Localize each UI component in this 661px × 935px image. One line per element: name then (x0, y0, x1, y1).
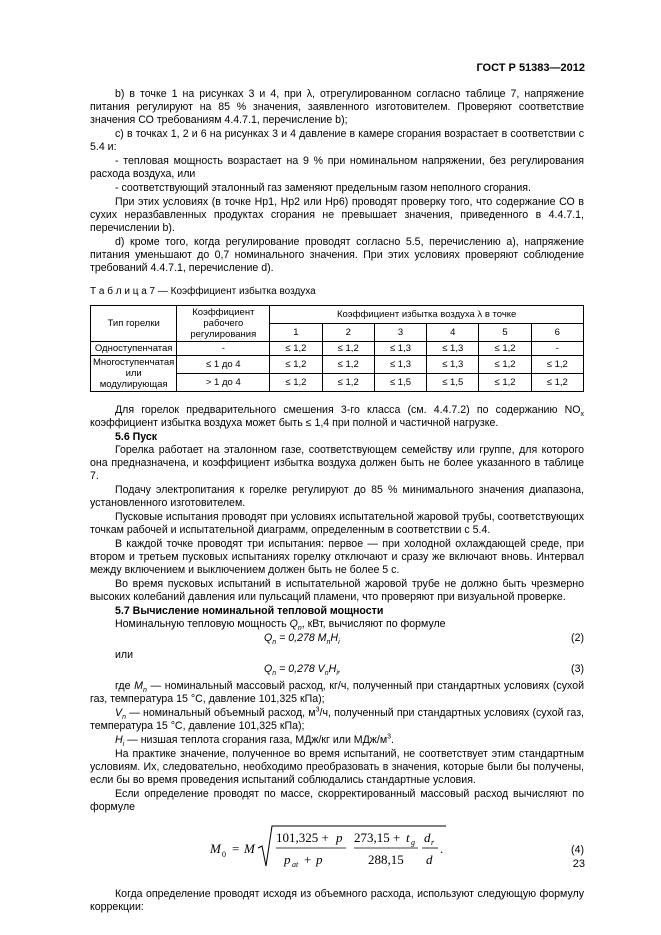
header-point: 4 (427, 324, 479, 342)
section-heading-5-7: 5.7 Вычисление номинальной тепловой мощности (115, 605, 384, 617)
cell-value: ≤ 1,2 (322, 356, 374, 374)
paragraph: В каждой точке проводят три испытания: первое — при холодной охлаждающей среде, при втором и третьем пусковых испытаниях горелку отключают и сразу же включают вновь. Интервал между включением и выключением должен быть не более 5 с. (90, 538, 584, 576)
where-hi: $H_i$ — низшая теплота сгорания газа, МДж/кг или МДж/$м^3$. (115, 733, 394, 749)
paragraph: d) кроме того, когда регулирование проводят согласно 5.5, перечислению a), напряжение питания уменьшают до 0,7 номинального значения. При этих условиях проверяют соблюдение требований 4.4.7.1, перечисление d). (90, 236, 584, 274)
cell-value: ≤ 1,2 (479, 356, 531, 374)
page-content (90, 88, 584, 914)
table-row (91, 356, 584, 374)
svg-text:273,15 +: 273,15 + (354, 830, 401, 845)
cell-value: ≤ 1,3 (374, 356, 426, 374)
paragraph: c) в точках 1, 2 и 6 на рисунках 3 и 4 давление в камере сгорания возрастает в соответствии с 5.4 и: (90, 128, 584, 153)
cell-type: Одноступенчатая (91, 342, 177, 356)
cell-coef: - (177, 342, 270, 356)
paragraph: - тепловая мощность возрастает на 9 % при номинальном напряжении, без регулирования расхода воздуха, или (90, 155, 584, 180)
svg-text:p: p (284, 852, 291, 867)
svg-text:p: p (316, 852, 323, 867)
header-point: 1 (270, 324, 322, 342)
header-point: 3 (374, 324, 426, 342)
header-excess-air: Коэффициент избытка воздуха λ в точке (270, 306, 584, 324)
cell-value: ≤ 1,2 (270, 356, 322, 374)
formula-3-expression: $Q_n = 0,278$ $V_nH_i$, (264, 663, 341, 678)
document-id: ГОСТ Р 51383—2012 (476, 62, 585, 74)
svg-text:.: . (440, 841, 444, 856)
formula-2 (90, 632, 584, 648)
or-text: или (115, 649, 134, 661)
header-burner-type: Тип горелки (91, 306, 177, 342)
svg-text:at: at (292, 860, 299, 869)
cell-value: ≤ 1,2 (531, 356, 583, 374)
paragraph: Когда определение проводят исходя из объемного расхода, используют следующую формулу коррекции: (90, 888, 584, 913)
cell-value: ≤ 1,3 (374, 342, 426, 356)
svg-text:d: d (424, 830, 431, 845)
svg-text:+: + (304, 852, 312, 867)
header-point: 5 (479, 324, 531, 342)
cell-value: - (531, 342, 583, 356)
paragraph-nox: Для горелок предварительного смешения 3-го класса (см. 4.4.7.2) по содержанию $NO_x$ коэффициент избытка воздуха может быть ≤ 1,4 при полной и частичной нагрузке. (90, 404, 584, 429)
cell-value: ≤ 1,2 (531, 374, 583, 392)
svg-text:p: p (336, 830, 343, 845)
cell-coef: ≤ 1 до 4 (177, 356, 270, 374)
cell-value: ≤ 1,2 (479, 342, 531, 356)
table-caption: Т а б л и ц а 7 — Коэффициент избытка воздуха (90, 286, 316, 297)
paragraph-nominal-power: Номинальную тепловую мощность $Q_n$, кВт, вычисляют по формуле (115, 618, 446, 633)
paragraph: b) в точке 1 на рисунках 3 и 4, при λ, отрегулированном согласно таблице 7, напряжение питания регулируют на 85 % значения, заявленного изготовителем. Проверяют соответствие значения СО требованиям 4.4.7.1, перечисление b); (90, 88, 584, 126)
formula-3 (90, 663, 584, 679)
svg-text:M: M (210, 841, 221, 856)
cell-value: ≤ 1,2 (270, 342, 322, 356)
where-mn: где $M_n$ — номинальный массовый расход, кг/ч, полученный при стандартных условиях (сухой газ, температура 15 °С, давление 101,325 кПа); (90, 680, 585, 705)
excess-air-table (90, 305, 584, 392)
svg-text:101,325 +: 101,325 + (276, 830, 329, 845)
paragraph: Подачу электропитания к горелке регулируют до 85 % минимального значения диапазона, установленного изготовителем. (90, 484, 584, 509)
paragraph: Во время пусковых испытаний в испытательной жаровой трубе не должно быть чрезмерно высоких колебаний давления или пульсаций пламени, что проверяют при визуальной проверке. (90, 578, 584, 603)
cell-value: ≤ 1,3 (427, 342, 479, 356)
cell-type: Многоступенчатая или модулирующая (91, 356, 177, 392)
svg-text:r: r (431, 838, 435, 847)
paragraph: При этих условиях (в точке Нр1, Нр2 или Нр6) проводят проверку того, что содержание СО в сухих неразбавленных продуктах сгорания не превышает значения, приведенного в 4.4.7.1, перечислении b). (90, 196, 584, 234)
cell-value: ≤ 1,3 (427, 356, 479, 374)
where-vn: $V_n$ — номинальный объемный расход, $м^3/ч$, полученный при стандартных условиях (сухой газ, температура 15 °С, давление 101,325 кПа); (90, 706, 584, 732)
formula-3-number: (3) (571, 663, 584, 675)
cell-coef: > 1 до 4 (177, 374, 270, 392)
cell-value: ≤ 1,2 (322, 374, 374, 392)
page-number: 23 (572, 858, 585, 870)
svg-text:g: g (411, 838, 415, 847)
formula-2-expression: $Q_n = 0,278$ $M_nH_i$ (264, 632, 340, 647)
svg-text:=: = (232, 841, 240, 856)
formula-4-number: (4) (571, 844, 584, 856)
svg-text:M: M (244, 841, 255, 856)
table-header-row (91, 306, 584, 324)
svg-text:0: 0 (222, 850, 226, 859)
cell-value: ≤ 1,2 (270, 374, 322, 392)
header-point: 2 (322, 324, 374, 342)
header-point: 6 (531, 324, 583, 342)
header-coefficient: Коэффициент рабочего регулирования (177, 306, 270, 342)
svg-text:t: t (406, 830, 410, 845)
section-heading-5-6: 5.6 Пуск (115, 431, 158, 443)
paragraph: На практике значение, полученное во время испытаний, не соответствует этим стандартным условиям. Их, следовательно, необходимо преобразовать в значения, которые были бы получены, если бы во время проведения испытаний соблюдались стандартные условия. (90, 748, 584, 786)
formula-4-expression (210, 822, 450, 876)
formula-4 (90, 822, 584, 876)
formula-2-number: (2) (571, 632, 584, 644)
paragraph: Пусковые испытания проводят при условиях испытательной жаровой трубы, соответствующих точкам рабочей и испытательной диаграмм, определенным в соответствии с 5.4. (90, 511, 584, 536)
svg-text:d: d (426, 852, 433, 867)
paragraph: Если определение проводят по массе, скорректированный массовый расход вычисляют по формуле (90, 788, 584, 813)
paragraph: Горелка работает на эталонном газе, соответствующем семейству или группе, для которого она предназначена, и коэффициент избытка воздуха должен быть не более указанного в таблице 7. (90, 444, 584, 482)
paragraph: - соответствующий эталонный газ заменяют предельным газом неполного сгорания. (115, 182, 531, 194)
cell-value: ≤ 1,5 (427, 374, 479, 392)
svg-text:288,15: 288,15 (368, 852, 404, 867)
table-row (91, 342, 584, 356)
cell-value: ≤ 1,5 (374, 374, 426, 392)
cell-value: ≤ 1,2 (322, 342, 374, 356)
cell-value: ≤ 1,2 (479, 374, 531, 392)
